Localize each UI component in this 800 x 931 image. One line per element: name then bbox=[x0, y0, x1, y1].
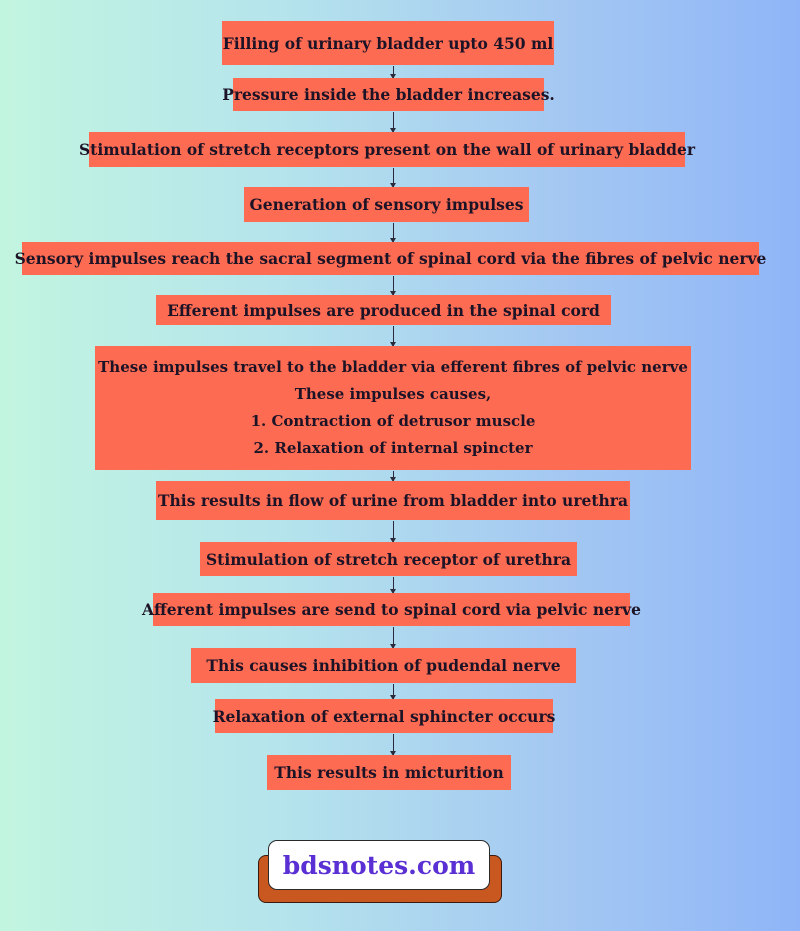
watermark-logo bbox=[268, 840, 490, 890]
step-5-box bbox=[14, 242, 767, 275]
step-1-box bbox=[222, 21, 554, 65]
arrow-11 bbox=[393, 684, 394, 699]
arrow-1 bbox=[393, 66, 394, 78]
step-10-text: Afferent impulses are send to spinal cord via pelvic nerve bbox=[142, 600, 641, 619]
step-9-text: Stimulation of stretch receptor of urethra bbox=[205, 549, 572, 569]
step-11-box bbox=[191, 648, 576, 683]
step-12-text: Relaxation of external sphincter occurs bbox=[212, 706, 556, 726]
arrow-8 bbox=[393, 521, 394, 542]
step-3-box bbox=[78, 132, 696, 167]
step-10-box bbox=[142, 593, 641, 626]
step-9-box bbox=[200, 542, 577, 576]
arrow-7 bbox=[393, 471, 394, 481]
arrow-2 bbox=[393, 112, 394, 132]
step-1-text: Filling of urinary bladder upto 450 ml bbox=[222, 33, 554, 53]
step-8-box bbox=[156, 481, 630, 520]
step-7-line-3: 1. Contraction of detrusor muscle bbox=[250, 412, 536, 430]
step-4-box bbox=[244, 187, 529, 222]
step-5-text: Sensory impulses reach the sacral segment of spinal cord via the fibres of pelvic nerve bbox=[14, 249, 767, 268]
arrow-5 bbox=[393, 276, 394, 295]
arrow-6 bbox=[393, 326, 394, 346]
arrow-12 bbox=[393, 734, 394, 755]
step-4-text: Generation of sensory impulses bbox=[249, 195, 524, 214]
step-12-box bbox=[212, 699, 556, 733]
step-8-text: This results in flow of urine from bladder into urethra bbox=[158, 491, 628, 510]
watermark-text: bdsnotes.com bbox=[282, 850, 476, 880]
step-3-text: Stimulation of stretch receptors present on the wall of urinary bladder bbox=[78, 140, 696, 159]
step-13-text: This results in micturition bbox=[274, 763, 504, 782]
arrow-9 bbox=[393, 577, 394, 593]
step-6-box bbox=[156, 295, 611, 325]
step-7-line-2: These impulses causes, bbox=[294, 385, 492, 403]
step-6-text: Efferent impulses are produced in the spinal cord bbox=[167, 300, 600, 320]
step-2-text: Pressure inside the bladder increases. bbox=[222, 85, 555, 104]
step-7-line-1: These impulses travel to the bladder via efferent fibres of pelvic nerve bbox=[98, 358, 688, 376]
step-7-line-4: 2. Relaxation of internal spincter bbox=[253, 439, 533, 457]
arrow-3 bbox=[393, 168, 394, 187]
step-7-box bbox=[95, 346, 691, 470]
step-2-box bbox=[222, 78, 555, 111]
arrow-4 bbox=[393, 223, 394, 242]
step-13-box bbox=[267, 755, 511, 790]
arrow-10 bbox=[393, 627, 394, 648]
step-11-text: This causes inhibition of pudendal nerve bbox=[206, 656, 561, 675]
